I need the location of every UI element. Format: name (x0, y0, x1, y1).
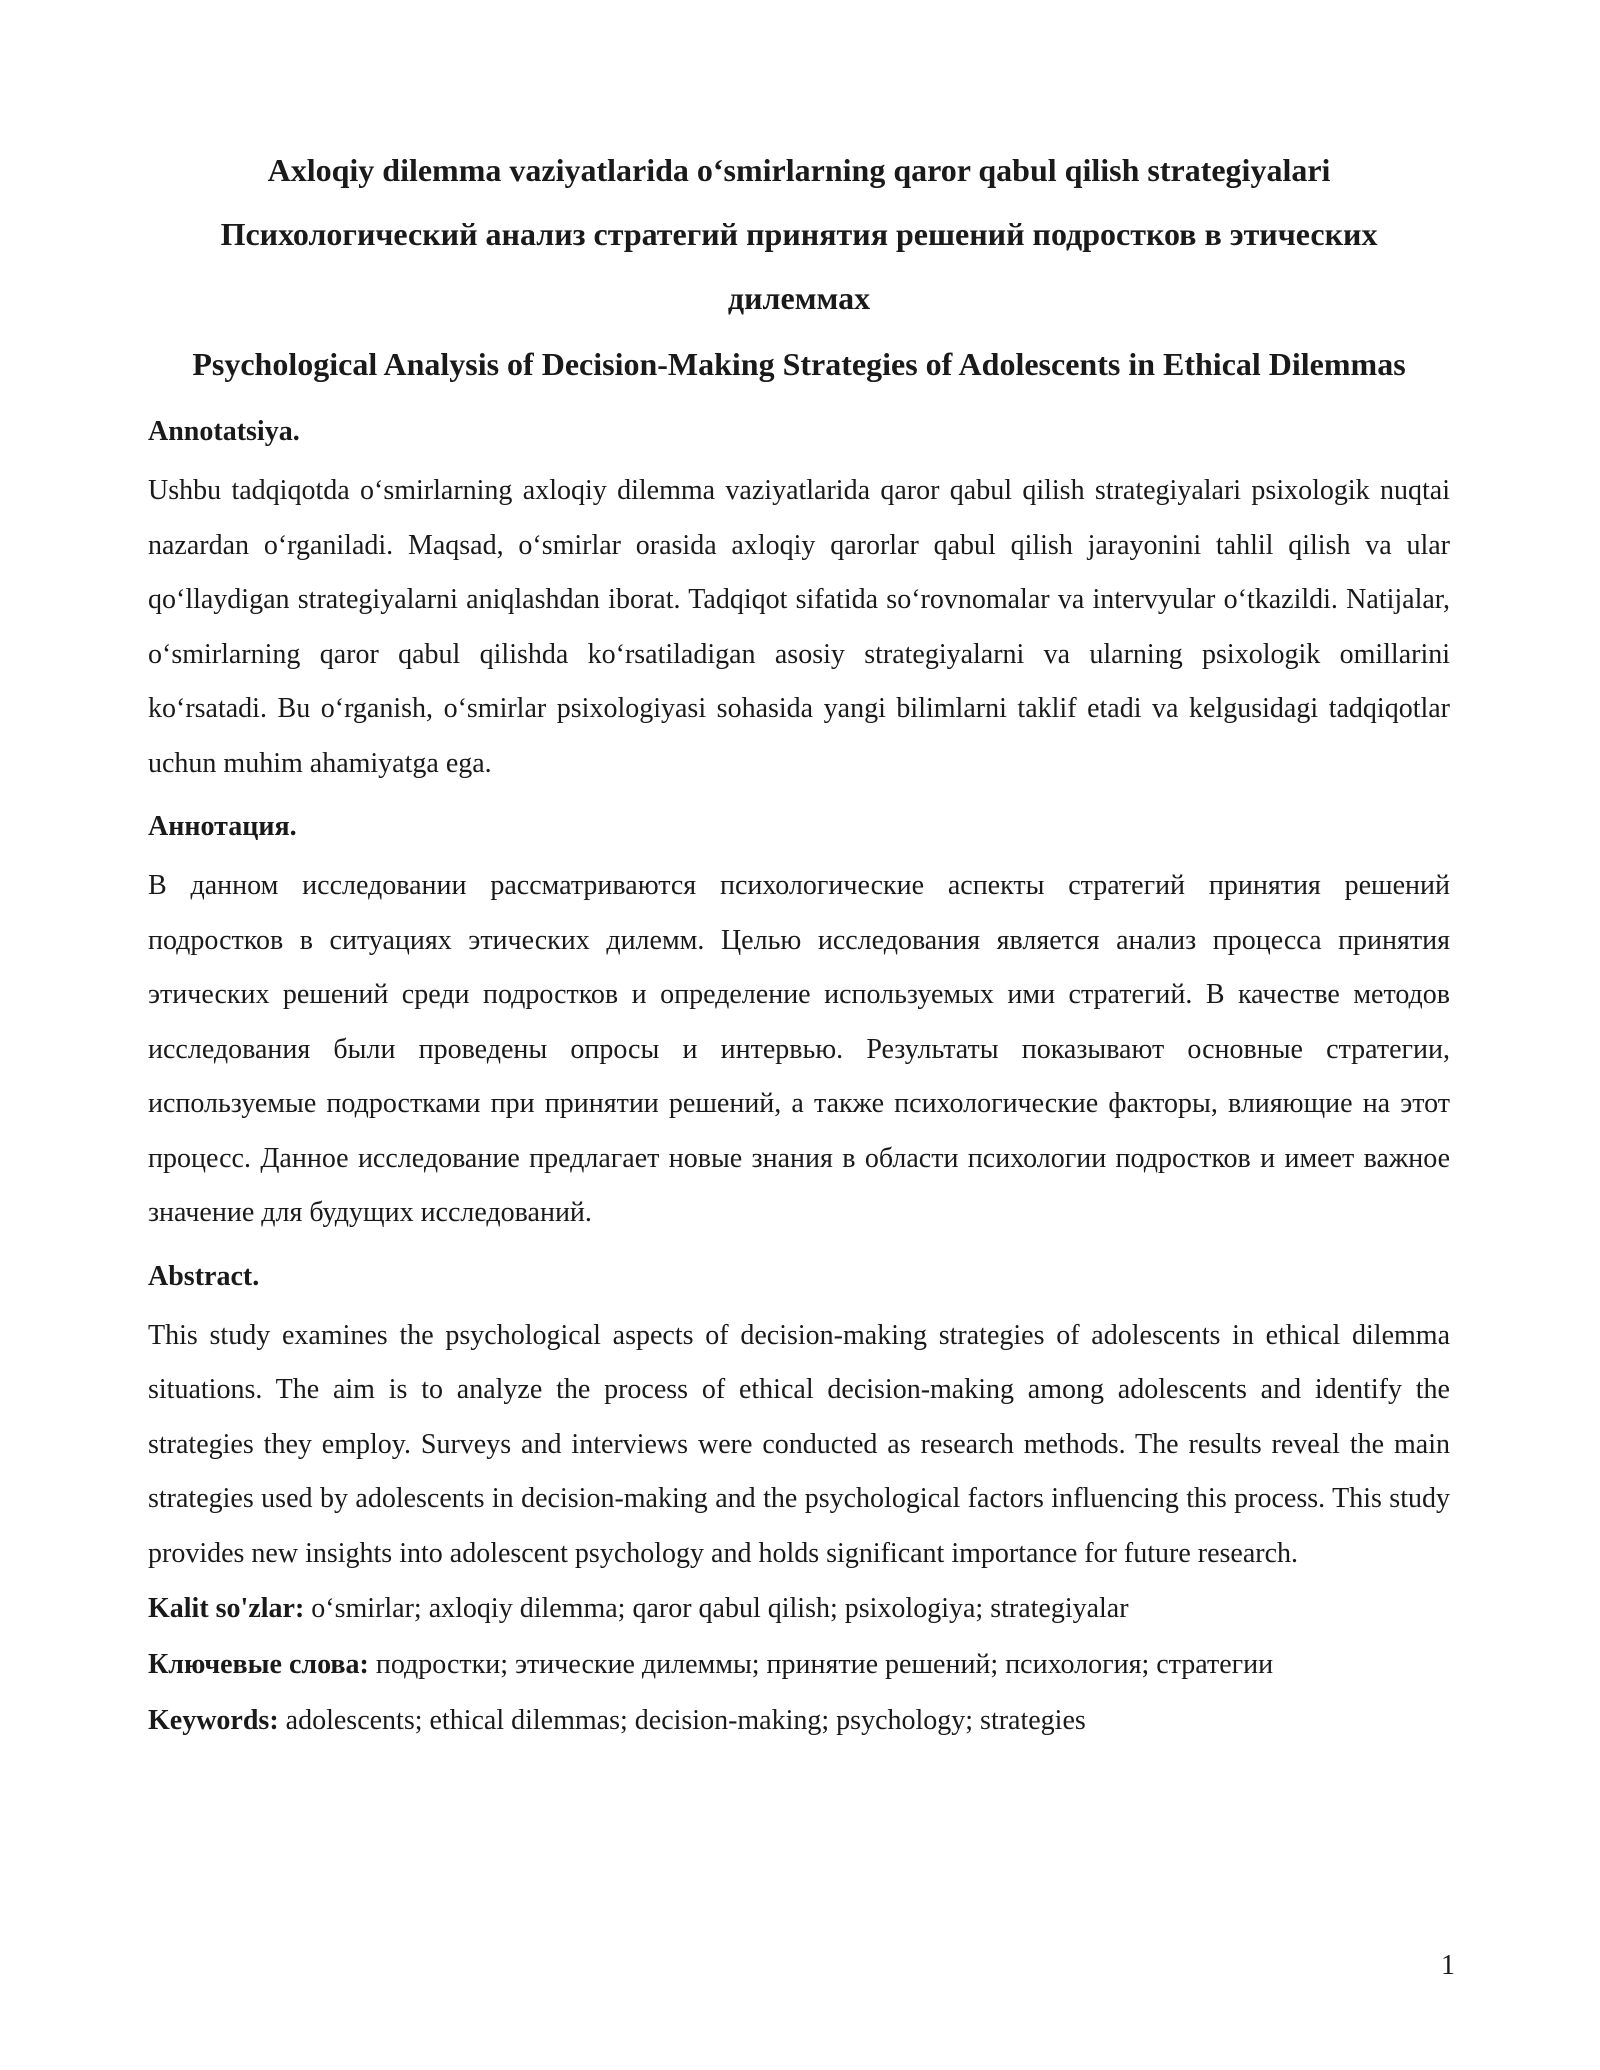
document-page (148, 138, 1450, 1749)
page-number: 1 (1441, 1950, 1455, 1981)
title-english: Psychological Analysis of Decision-Making Strategies of Adolescents in Ethical Dilemmas (192, 346, 1406, 382)
keywords-uzbek (148, 1581, 1450, 1637)
abstract-heading-english: Abstract. (148, 1260, 260, 1292)
abstract-text-english: This study examines the psychological aspects of decision-making strategies of adolescents in ethical dilemma situations. The aim is to analyze the process of ethical decision-making among adolescents and identify the strategies they employ. Surveys and interviews were conducted as research methods. The results reveal the main strategies used by adolescents in decision-making and the psychological factors influencing this process. This study provides new insights into adolescent psychology and holds significant importance for future research. (148, 1319, 1450, 1569)
keywords-label-russian: Ключевые слова: (148, 1649, 369, 1680)
keywords-english (148, 1693, 1450, 1749)
abstract-text-russian: В данном исследовании рассматриваются психологические аспекты стратегий принятия решений подростков в ситуациях этических дилемм. Целью исследования является анализ процесса принятия этических решений среди подростков и определение используемых ими стратегий. В качестве методов исследования были проведены опросы и интервью. Результаты показывают основные стратегии, используемые подростками при принятии решений, а также психологические факторы, влияющие на этот процесс. Данное исследование предлагает новые знания в области психологии подростков и имеет важное значение для будущих исследований. (148, 870, 1450, 1228)
abstract-heading-uzbek: Annotatsiya. (148, 416, 300, 447)
title-russian: Психологический анализ стратегий принятия решений подростков в этических дилеммах (220, 216, 1378, 316)
keywords-label-english: Keywords: (148, 1705, 279, 1736)
keywords-list-uzbek: o‘smirlar; axloqiy dilemma; qaror qabul qilish; psixologiya; strategiyalar (304, 1593, 1129, 1624)
abstract-text-uzbek: Ushbu tadqiqotda o‘smirlarning axloqiy dilemma vaziyatlarida qaror qabul qilish strategiyalari psixologik nuqtai nazardan o‘rganiladi. Maqsad, o‘smirlar orasida axloqiy qarorlar qabul qilish jarayonini tahlil qilish va ular qo‘llaydigan strategiyalarni aniqlashdan iborat. Tadqiqot sifatida so‘rovnomalar va intervyular o‘tkazildi. Natijalar, o‘smirlarning qaror qabul qilishda ko‘rsatiladigan asosiy strategiyalarni va ularning psixologik omillarini ko‘rsatadi. Bu o‘rganish, o‘smirlar psixologiyasi sohasida yangi bilimlarni taklif etadi va kelgusidagi tadqiqotlar uchun muhim ahamiyatga ega. (148, 475, 1450, 779)
title-uzbek: Axloqiy dilemma vaziyatlarida o‘smirlarning qaror qabul qilish strategiyalari (267, 152, 1331, 188)
keywords-label-uzbek: Kalit so'zlar: (148, 1593, 305, 1624)
keywords-list-russian: подростки; этические дилеммы; принятие решений; психология; стратегии (368, 1649, 1274, 1680)
abstract-heading-russian: Аннотация. (148, 811, 297, 842)
keywords-russian (148, 1637, 1450, 1693)
keywords-list-english: adolescents; ethical dilemmas; decision-making; psychology; strategies (278, 1705, 1086, 1736)
